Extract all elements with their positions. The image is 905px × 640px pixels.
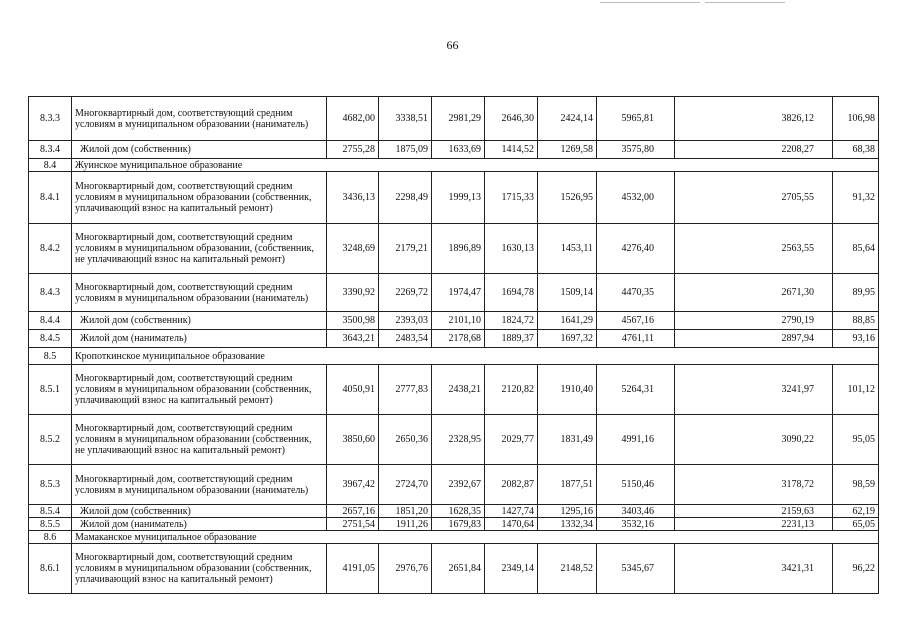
value-cell: 68,38	[833, 141, 879, 159]
value-cell: 2705,55	[675, 172, 833, 224]
value-cell: 1470,64	[485, 518, 538, 531]
value-cell: 95,05	[833, 415, 879, 465]
row-code: 8.5.3	[29, 465, 72, 505]
row-description: Многоквартирный дом, соответствующий средним условиям в муниципальном образовании, (собственник, не уплачивающий взнос на капитальный ремонт)	[72, 224, 327, 274]
value-cell: 4682,00	[327, 97, 379, 141]
value-cell: 1715,33	[485, 172, 538, 224]
row-code: 8.4.2	[29, 224, 72, 274]
table-row	[29, 274, 879, 312]
value-cell: 5264,31	[597, 365, 675, 415]
value-cell: 4532,00	[597, 172, 675, 224]
row-description: Многоквартирный дом, соответствующий средним условиям в муниципальном образовании (наниматель)	[72, 465, 327, 505]
section-row	[29, 159, 879, 172]
table-row	[29, 312, 879, 330]
value-cell: 3338,51	[379, 97, 432, 141]
row-description: Многоквартирный дом, соответствующий средним условиям в муниципальном образовании (собственник, не уплачивающий взнос на капитальный ремонт)	[72, 415, 327, 465]
value-cell: 2148,52	[538, 544, 597, 594]
value-cell: 1427,74	[485, 505, 538, 518]
table-row	[29, 97, 879, 141]
value-cell: 2777,83	[379, 365, 432, 415]
value-cell: 1269,58	[538, 141, 597, 159]
value-cell: 5345,67	[597, 544, 675, 594]
value-cell: 2178,68	[432, 330, 485, 348]
value-cell: 1831,49	[538, 415, 597, 465]
row-description: Жилой дом (собственник)	[72, 505, 327, 518]
value-cell: 1295,16	[538, 505, 597, 518]
table-row	[29, 518, 879, 531]
value-cell: 4276,40	[597, 224, 675, 274]
value-cell: 2159,63	[675, 505, 833, 518]
row-description: Жилой дом (собственник)	[72, 141, 327, 159]
table-row	[29, 465, 879, 505]
section-title: Кропоткинское муниципальное образование	[72, 348, 879, 365]
value-cell: 2392,67	[432, 465, 485, 505]
value-cell: 3643,21	[327, 330, 379, 348]
row-description: Жилой дом (собственник)	[72, 312, 327, 330]
tariff-table	[28, 96, 879, 594]
value-cell: 3850,60	[327, 415, 379, 465]
value-cell: 2651,84	[432, 544, 485, 594]
value-cell: 4991,16	[597, 415, 675, 465]
value-cell: 3575,80	[597, 141, 675, 159]
value-cell: 2424,14	[538, 97, 597, 141]
value-cell: 2208,27	[675, 141, 833, 159]
value-cell: 3090,22	[675, 415, 833, 465]
value-cell: 1999,13	[432, 172, 485, 224]
table-row	[29, 141, 879, 159]
value-cell: 3500,98	[327, 312, 379, 330]
value-cell: 2120,82	[485, 365, 538, 415]
value-cell: 85,64	[833, 224, 879, 274]
value-cell: 1526,95	[538, 172, 597, 224]
value-cell: 1697,32	[538, 330, 597, 348]
section-row	[29, 531, 879, 544]
value-cell: 101,12	[833, 365, 879, 415]
row-description: Многоквартирный дом, соответствующий средним условиям в муниципальном образовании (собственник, уплачивающий взнос на капитальный ремонт)	[72, 544, 327, 594]
value-cell: 3967,42	[327, 465, 379, 505]
row-code: 8.5.1	[29, 365, 72, 415]
value-cell: 4050,91	[327, 365, 379, 415]
value-cell: 1509,14	[538, 274, 597, 312]
value-cell: 3532,16	[597, 518, 675, 531]
table-row	[29, 365, 879, 415]
value-cell: 2231,13	[675, 518, 833, 531]
section-row	[29, 348, 879, 365]
value-cell: 2029,77	[485, 415, 538, 465]
value-cell: 2179,21	[379, 224, 432, 274]
row-code: 8.3.3	[29, 97, 72, 141]
section-title: Мамаканское муниципальное образование	[72, 531, 879, 544]
value-cell: 2981,29	[432, 97, 485, 141]
value-cell: 5965,81	[597, 97, 675, 141]
value-cell: 1851,20	[379, 505, 432, 518]
row-description: Многоквартирный дом, соответствующий средним условиям в муниципальном образовании (наниматель)	[72, 97, 327, 141]
value-cell: 65,05	[833, 518, 879, 531]
value-cell: 1633,69	[432, 141, 485, 159]
row-code: 8.5.5	[29, 518, 72, 531]
value-cell: 2650,36	[379, 415, 432, 465]
table-row	[29, 330, 879, 348]
row-code: 8.3.4	[29, 141, 72, 159]
value-cell: 1630,13	[485, 224, 538, 274]
row-description: Жилой дом (наниматель)	[72, 330, 327, 348]
value-cell: 91,32	[833, 172, 879, 224]
value-cell: 1694,78	[485, 274, 538, 312]
row-code: 8.4.3	[29, 274, 72, 312]
value-cell: 1824,72	[485, 312, 538, 330]
value-cell: 1910,40	[538, 365, 597, 415]
value-cell: 4567,16	[597, 312, 675, 330]
table-row	[29, 415, 879, 465]
value-cell: 2101,10	[432, 312, 485, 330]
row-code: 8.4.1	[29, 172, 72, 224]
row-code: 8.6.1	[29, 544, 72, 594]
value-cell: 3826,12	[675, 97, 833, 141]
value-cell: 1974,47	[432, 274, 485, 312]
section-title: Жуинское муниципальное образование	[72, 159, 879, 172]
value-cell: 3403,46	[597, 505, 675, 518]
value-cell: 3248,69	[327, 224, 379, 274]
value-cell: 3390,92	[327, 274, 379, 312]
value-cell: 2646,30	[485, 97, 538, 141]
value-cell: 5150,46	[597, 465, 675, 505]
value-cell: 1896,89	[432, 224, 485, 274]
value-cell: 3436,13	[327, 172, 379, 224]
value-cell: 4761,11	[597, 330, 675, 348]
row-code: 8.4.4	[29, 312, 72, 330]
value-cell: 3178,72	[675, 465, 833, 505]
table-row	[29, 172, 879, 224]
value-cell: 2751,54	[327, 518, 379, 531]
row-code: 8.5.4	[29, 505, 72, 518]
value-cell: 2563,55	[675, 224, 833, 274]
row-description: Многоквартирный дом, соответствующий средним условиям в муниципальном образовании (собственник, уплачивающий взнос на капитальный ремонт)	[72, 172, 327, 224]
value-cell: 1875,09	[379, 141, 432, 159]
value-cell: 2976,76	[379, 544, 432, 594]
table-body	[29, 97, 879, 594]
value-cell: 4191,05	[327, 544, 379, 594]
value-cell: 2328,95	[432, 415, 485, 465]
value-cell: 2349,14	[485, 544, 538, 594]
table-row	[29, 224, 879, 274]
value-cell: 1889,37	[485, 330, 538, 348]
row-code: 8.5	[29, 348, 72, 365]
value-cell: 2483,54	[379, 330, 432, 348]
value-cell: 89,95	[833, 274, 879, 312]
value-cell: 2269,72	[379, 274, 432, 312]
value-cell: 2724,70	[379, 465, 432, 505]
value-cell: 98,59	[833, 465, 879, 505]
table-row	[29, 505, 879, 518]
value-cell: 2657,16	[327, 505, 379, 518]
value-cell: 3241,97	[675, 365, 833, 415]
scan-edge-line-left	[600, 2, 700, 3]
row-code: 8.4.5	[29, 330, 72, 348]
row-code: 8.5.2	[29, 415, 72, 465]
value-cell: 106,98	[833, 97, 879, 141]
row-code: 8.4	[29, 159, 72, 172]
value-cell: 3421,31	[675, 544, 833, 594]
value-cell: 2298,49	[379, 172, 432, 224]
scan-edge-line-right	[705, 2, 785, 3]
value-cell: 93,16	[833, 330, 879, 348]
value-cell: 2438,21	[432, 365, 485, 415]
value-cell: 2393,03	[379, 312, 432, 330]
value-cell: 4470,35	[597, 274, 675, 312]
row-code: 8.6	[29, 531, 72, 544]
value-cell: 2082,87	[485, 465, 538, 505]
value-cell: 1679,83	[432, 518, 485, 531]
value-cell: 62,19	[833, 505, 879, 518]
row-description: Многоквартирный дом, соответствующий средним условиям в муниципальном образовании (наниматель)	[72, 274, 327, 312]
value-cell: 1628,35	[432, 505, 485, 518]
page-number: 66	[446, 38, 459, 52]
value-cell: 1414,52	[485, 141, 538, 159]
row-description: Многоквартирный дом, соответствующий средним условиям в муниципальном образовании (собственник, уплачивающий взнос на капитальный ремонт)	[72, 365, 327, 415]
row-description: Жилой дом (наниматель)	[72, 518, 327, 531]
table-row	[29, 544, 879, 594]
value-cell: 2671,30	[675, 274, 833, 312]
value-cell: 1911,26	[379, 518, 432, 531]
value-cell: 1877,51	[538, 465, 597, 505]
value-cell: 96,22	[833, 544, 879, 594]
value-cell: 88,85	[833, 312, 879, 330]
value-cell: 2897,94	[675, 330, 833, 348]
value-cell: 1641,29	[538, 312, 597, 330]
value-cell: 2755,28	[327, 141, 379, 159]
value-cell: 1332,34	[538, 518, 597, 531]
value-cell: 1453,11	[538, 224, 597, 274]
value-cell: 2790,19	[675, 312, 833, 330]
